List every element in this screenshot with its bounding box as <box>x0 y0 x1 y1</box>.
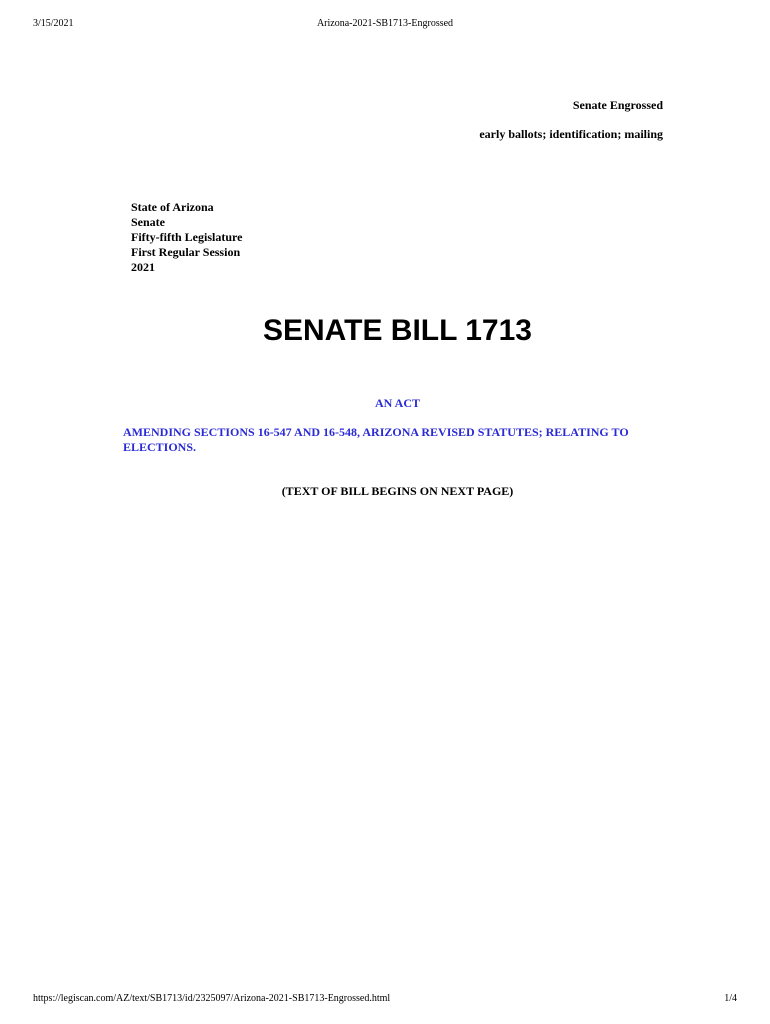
session-year: 2021 <box>131 260 155 274</box>
print-url: https://legiscan.com/AZ/text/SB1713/id/2325097/Arizona-2021-SB1713-Engrossed.html <box>33 993 391 1004</box>
bill-summary: AMENDING SECTIONS 16-547 AND 16-548, ARIZONA REVISED STATUTES; RELATING TO ELECTIONS. <box>123 425 629 454</box>
print-doc-title: Arizona-2021-SB1713-Engrossed <box>316 18 454 29</box>
print-footer <box>0 993 770 1007</box>
print-date: 3/15/2021 <box>33 18 74 29</box>
legislature-name: Fifty-fifth Legislature <box>131 230 243 244</box>
an-act-heading: AN ACT <box>374 396 420 410</box>
print-header <box>0 18 770 32</box>
chamber-name: Senate <box>131 215 165 229</box>
page-number: 1/4 <box>724 993 737 1004</box>
session-name: First Regular Session <box>131 245 241 259</box>
bill-title: SENATE BILL 1713 <box>263 314 532 347</box>
bill-short-title: early ballots; identification; mailing <box>479 127 663 141</box>
text-begins-notice: (TEXT OF BILL BEGINS ON NEXT PAGE) <box>281 484 514 498</box>
state-name: State of Arizona <box>131 200 214 214</box>
legislature-info <box>131 200 242 275</box>
bill-status: Senate Engrossed <box>572 98 663 112</box>
